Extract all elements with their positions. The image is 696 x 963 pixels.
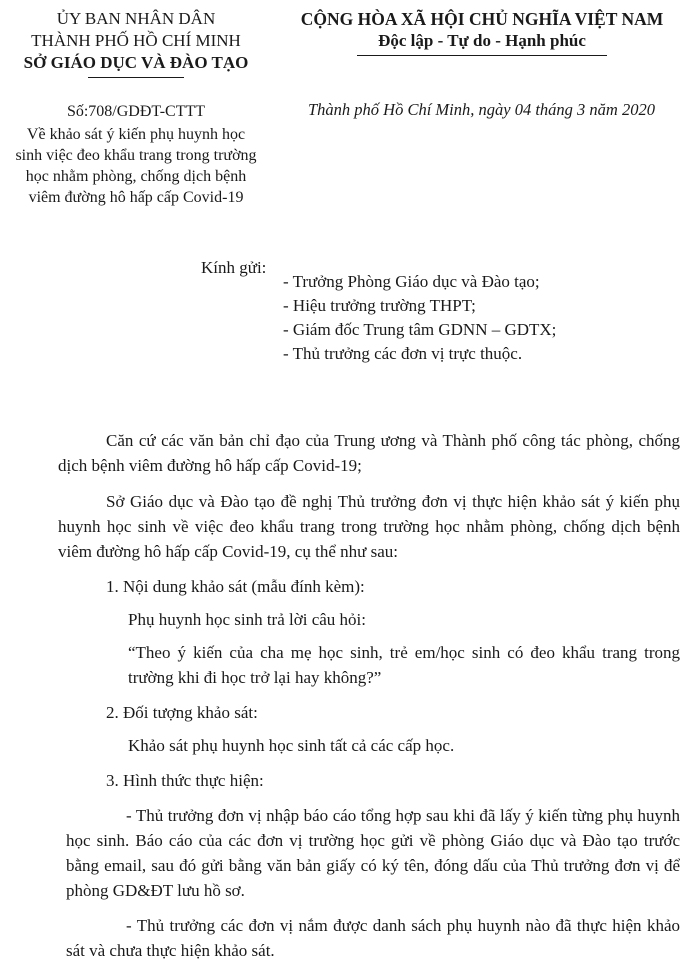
subject-line: Về khảo sát ý kiến phụ huynh học (26, 126, 246, 143)
issuer-header (10, 8, 262, 208)
subject-line: viêm đường hô hấp cấp Covid-19 (28, 189, 244, 206)
subject-line: học nhằm phòng, chống dịch bệnh (25, 168, 247, 185)
recipient-item: - Giám đốc Trung tâm GDNN – GDTX; (283, 320, 557, 339)
section-1-text: Phụ huynh học sinh trả lời câu hỏi: (128, 610, 366, 629)
country-name: CỘNG HÒA XÃ HỘI CHỦ NGHĨA VIỆT NAM (300, 9, 664, 29)
recipient-item: - Thủ trưởng các đơn vị trực thuộc. (283, 344, 523, 363)
issuer-line-3: SỞ GIÁO DỤC VÀ ĐÀO TẠO (23, 53, 249, 72)
section-1-title: 1. Nội dung khảo sát (mẫu đính kèm): (106, 577, 365, 596)
national-motto: Độc lập - Tự do - Hạnh phúc (378, 31, 586, 50)
section-2-text: Khảo sát phụ huynh học sinh tất cả các cấp học. (128, 736, 455, 755)
body-paragraph-1: Căn cứ các văn bản chỉ đạo của Trung ương và Thành phố công tác phòng, chống dịch bệnh viêm đường hô hấp cấp Covid-19; (58, 431, 680, 475)
issuer-line-1: ỦY BAN NHÂN DÂN (56, 9, 216, 28)
section-3-bullet-2: - Thủ trưởng các đơn vị nắm được danh sách phụ huynh nào đã thực hiện khảo sát và chưa thực hiện khảo sát. (66, 916, 680, 960)
section-3-bullet-1: - Thủ trưởng đơn vị nhập báo cáo tổng hợp sau khi đã lấy ý kiến từng phụ huynh học sinh. Báo cáo của các đơn vị trường học gửi về phòng Giáo dục và Đào tạo trước bằng email, sau đó gửi bằng văn bản giấy có ký tên, đóng dấu của Thủ trưởng đơn vị để phòng GD&ĐT lưu hồ sơ. (66, 806, 680, 900)
recipients-list (283, 270, 556, 366)
issuer-line-2: THÀNH PHỐ HỒ CHÍ MINH (31, 31, 241, 50)
motto-underline (357, 55, 607, 56)
document-date: Thành phố Hồ Chí Minh, ngày 04 tháng 3 năm 2020 (308, 100, 655, 119)
recipients-label: Kính gửi: (201, 258, 267, 277)
document-subject (10, 124, 262, 208)
section-1-quote: “Theo ý kiến của cha mẹ học sinh, trẻ em/học sinh có đeo khẩu trang trong trường khi đi học trở lại hay không?” (128, 643, 680, 687)
recipient-item: - Trưởng Phòng Giáo dục và Đào tạo; (283, 272, 540, 291)
section-2-title: 2. Đối tượng khảo sát: (106, 703, 258, 722)
issuer-underline (88, 77, 184, 78)
document-body (58, 428, 680, 963)
document-number: Số:708/GDĐT-CTTT (66, 103, 206, 120)
body-paragraph-2: Sở Giáo dục và Đào tạo đề nghị Thủ trưởng đơn vị thực hiện khảo sát ý kiến phụ huynh học sinh về việc đeo khẩu trang trong trường học nhằm phòng, chống dịch bệnh viêm đường hô hấp cấp Covid-19, cụ thể như sau: (58, 492, 680, 561)
section-3-title: 3. Hình thức thực hiện: (106, 771, 264, 790)
national-header (272, 8, 692, 56)
subject-line: sinh việc đeo khẩu trang trong trường (15, 147, 257, 164)
recipient-item: - Hiệu trưởng trường THPT; (283, 296, 476, 315)
